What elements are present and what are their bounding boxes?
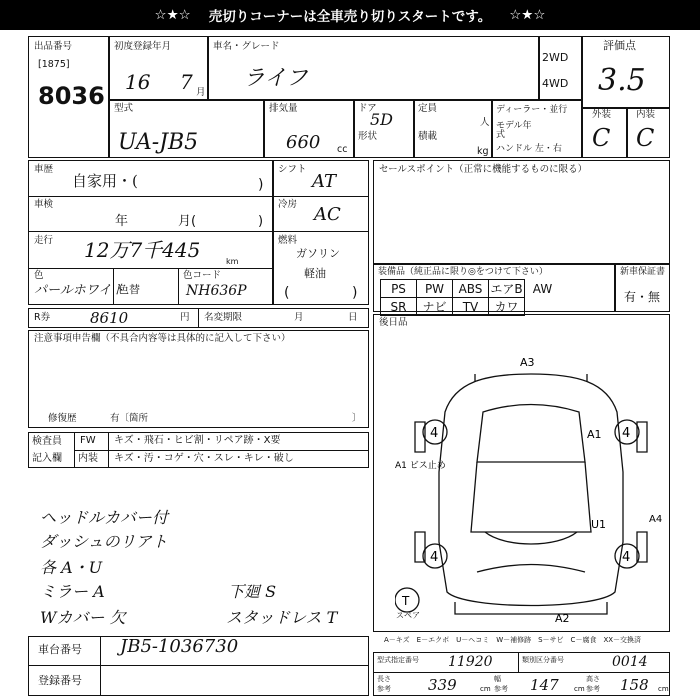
registration-label: 登録番号 <box>38 674 82 687</box>
length-unit: cm <box>480 685 491 693</box>
first-reg-year: 16 <box>125 70 151 94</box>
first-reg-label: 初度登録年月 <box>114 41 172 52</box>
load-label: 積載 <box>418 131 438 142</box>
equip-pw: PW <box>417 280 453 298</box>
inspector-inner-items: キズ・汚・コゲ・穴・スレ・キレ・破し <box>114 453 294 464</box>
banner-stars-left: ☆★☆ <box>154 7 191 23</box>
sales-point-box <box>373 160 670 264</box>
length-label: 長さ <box>377 675 391 683</box>
shift-label: シフト <box>278 164 307 175</box>
drive-2wd: 2WD <box>542 51 569 64</box>
model-designation: 11920 <box>448 654 493 670</box>
equip-aw: AW <box>532 281 553 296</box>
repair-value: 有〔箇所 <box>110 413 149 424</box>
after-fit-label: 後日品 <box>379 317 408 328</box>
car-name: ライフ <box>243 66 308 91</box>
dealer-label: ディーラー・並行 <box>496 105 568 115</box>
inspector-inner: 内装 <box>78 453 98 464</box>
person-unit: 人 <box>480 117 490 128</box>
banner-stars-right: ☆★☆ <box>509 7 546 23</box>
note-line-1: ヘッドルカバー付 <box>40 508 169 527</box>
inspector-fw-items: キズ・飛石・ヒビ割・リペア跡・X要 <box>114 435 281 446</box>
cc-unit: cc <box>337 144 348 155</box>
width-ref: 参考 <box>494 685 508 693</box>
note-line-3: 各 A・U <box>40 558 103 577</box>
note-line-7: スタッドレス T <box>226 608 338 627</box>
usage-value: 自家用・( <box>72 172 138 190</box>
inspector-label-2: 記入欄 <box>32 453 62 464</box>
inspection-label: 車検 <box>34 199 54 210</box>
model: UA-JB5 <box>118 130 199 155</box>
car-name-label: 車名・グレード <box>213 41 280 52</box>
name-change-label: 名変期限 <box>204 312 243 323</box>
lot-number: 8036 <box>38 82 105 110</box>
ext-label: 外装 <box>592 109 612 120</box>
notes-label: 注意事項申告欄（不具合内容等は具体的に記入して下さい） <box>34 333 291 344</box>
sales-point-label: セールスポイント（正常に機能するものに限る） <box>379 164 588 175</box>
warranty-value: 有・無 <box>624 290 661 304</box>
width-value: 147 <box>530 676 559 694</box>
kg-unit: kg <box>477 146 489 157</box>
score: 3.5 <box>598 63 646 98</box>
model-year-label: モデル年式 <box>496 121 532 140</box>
repair-label: 修復歴 <box>48 413 77 424</box>
height-label: 高さ <box>586 675 600 683</box>
equipment-label: 装備品（純正品に限り◎をつけて下さい） <box>378 267 548 277</box>
ext-grade: C <box>592 124 611 152</box>
diagram-label-a4: A4 <box>649 514 663 525</box>
equipment-grid <box>380 279 561 316</box>
car-diagram <box>395 352 667 622</box>
capacity-label: 定員 <box>418 103 438 114</box>
equip-leather: カワ <box>489 298 525 316</box>
recycle-value: 8610 <box>90 309 129 327</box>
equip-ps: PS <box>381 280 417 298</box>
diagram-label-a2: A2 <box>555 612 570 622</box>
mileage-value: 12万7千445 <box>84 238 201 262</box>
diagram-label-4-fr: 4 <box>622 426 631 441</box>
score-label: 評価点 <box>603 39 636 52</box>
diagram-label-4-fl: 4 <box>430 426 439 441</box>
color-change-label: 色替 <box>118 283 140 296</box>
diagram-label-u1: U1 <box>591 518 607 531</box>
ac-value: AC <box>314 204 341 225</box>
chassis-label: 車台番号 <box>38 643 82 656</box>
top-banner <box>0 0 700 30</box>
lot-label: 出品番号 <box>34 41 73 52</box>
banner-title: 売切りコーナーは全車売り切りスタートです。 <box>208 9 492 25</box>
spare-label: スペア <box>396 611 420 620</box>
width-label: 幅 <box>494 675 501 683</box>
int-grade: C <box>636 124 655 152</box>
inspector-label-1: 検査員 <box>32 436 62 447</box>
shift-value: AT <box>312 171 337 192</box>
category: 0014 <box>612 654 648 670</box>
length-ref: 参考 <box>377 685 391 693</box>
damage-legend: A－キズ E－エクボ U－ヘコミ W－補修跡 S－サビ C－腐食 XX－交換済 <box>384 636 642 644</box>
note-line-6: 下廻 S <box>228 582 277 601</box>
equip-empty <box>525 298 561 316</box>
int-label: 内装 <box>636 109 656 120</box>
recycle-yen: 円 <box>180 312 190 323</box>
diagram-label-t: T <box>402 594 410 608</box>
color-value: パールホワイト <box>34 283 125 298</box>
diagram-label-4-rl: 4 <box>430 550 439 565</box>
diagram-label-a3: A3 <box>520 356 535 369</box>
mileage-label: 走行 <box>34 235 54 246</box>
height-ref: 参考 <box>586 685 600 693</box>
drive-4wd: 4WD <box>542 77 569 90</box>
fuel-paren-left: ( <box>284 285 290 301</box>
model-designation-label: 型式指定番号 <box>377 656 419 664</box>
displacement-label: 排気量 <box>269 103 298 114</box>
shape-label: 形状 <box>358 131 378 142</box>
usage-close: ) <box>258 177 264 193</box>
door: 5D <box>370 110 394 129</box>
fuel-paren-right: ) <box>352 285 358 301</box>
equip-sr: SR <box>381 298 417 316</box>
fuel-label: 燃料 <box>278 235 298 246</box>
notes-box <box>28 330 369 428</box>
recycle-label: R券 <box>34 312 51 323</box>
note-line-4: ミラー A <box>40 582 105 601</box>
repair-close: 〕 <box>352 413 362 424</box>
equip-tv: TV <box>453 298 489 316</box>
displacement: 660 <box>286 132 321 153</box>
model-label: 型式 <box>114 103 134 114</box>
diagram-label-4-rr: 4 <box>622 550 631 565</box>
color-code: NH636P <box>186 283 247 299</box>
color-label: 色 <box>34 270 44 281</box>
chassis-value: JB5-1036730 <box>120 636 239 657</box>
mileage-unit: km <box>226 257 239 266</box>
ac-label: 冷房 <box>278 199 298 210</box>
diagram-label-a1-left: A1 ビス止め <box>395 461 446 471</box>
warranty-label: 新車保証書 <box>620 267 666 277</box>
length-value: 339 <box>428 676 457 694</box>
diagram-label-a1-right: A1 <box>587 428 602 441</box>
note-line-5: Wカバー 欠 <box>40 608 126 627</box>
height-unit: cm <box>658 685 669 693</box>
category-label: 類別区分番号 <box>522 656 564 664</box>
handle-label: ハンドル 左・右 <box>496 144 562 154</box>
color-code-label: 色コード <box>183 270 222 281</box>
name-change-month: 月 <box>294 312 304 323</box>
month-unit: 月 <box>196 87 206 98</box>
first-reg-month: 7 <box>180 70 193 94</box>
inspection-month: 月( <box>178 214 197 229</box>
inspection-close: ) <box>258 214 264 229</box>
door-label: ドア <box>358 103 377 114</box>
fuel-gas: ガソリン <box>296 247 340 260</box>
width-unit: cm <box>574 685 585 693</box>
equip-navi: ナビ <box>417 298 453 316</box>
equip-airbag: エアB <box>489 280 525 298</box>
height-value: 158 <box>620 676 649 694</box>
name-change-day: 日 <box>348 312 358 323</box>
note-line-2: ダッシュのリアト <box>40 532 168 551</box>
inspection-year: 年 <box>115 214 129 229</box>
fuel-diesel: 軽油 <box>304 267 326 280</box>
inspector-fw: FW <box>80 435 96 446</box>
usage-label: 車歴 <box>34 164 54 175</box>
equip-abs: ABS <box>453 280 489 298</box>
lot-small: [1875] <box>38 59 70 70</box>
